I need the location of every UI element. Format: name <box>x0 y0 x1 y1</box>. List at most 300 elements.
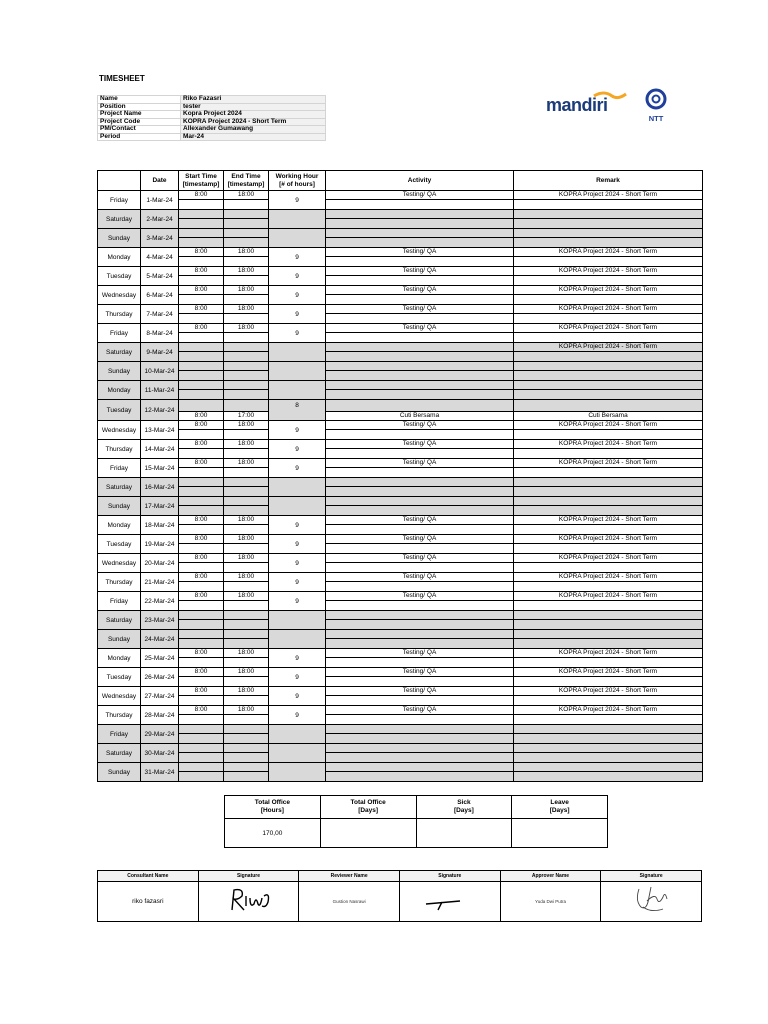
date-cell: 27-Mar-24 <box>141 687 179 706</box>
info-label: Period <box>98 133 181 141</box>
activity-cell <box>326 630 514 649</box>
day-cell: Saturday <box>98 611 141 630</box>
header-end-time: End Time [timestamp] <box>224 171 269 191</box>
day-cell: Friday <box>98 459 141 478</box>
end-time-cell: 18:00 <box>224 267 269 286</box>
end-time-cell: 18:00 <box>224 554 269 573</box>
working-hour-cell <box>269 362 326 381</box>
date-cell: 9-Mar-24 <box>141 343 179 362</box>
approver-signature <box>601 882 702 922</box>
working-hour-cell: 9 <box>269 668 326 687</box>
day-cell: Sunday <box>98 763 141 782</box>
end-time-cell <box>224 362 269 381</box>
info-label: Project Code <box>98 118 181 126</box>
working-hour-cell <box>269 744 326 763</box>
header-day <box>98 171 141 191</box>
activity-cell <box>326 611 514 630</box>
activity-cell <box>326 744 514 763</box>
start-time-cell <box>179 362 224 381</box>
date-cell: 15-Mar-24 <box>141 459 179 478</box>
activity-cell: Testing/ QA <box>326 573 514 592</box>
remark-cell: KOPRA Project 2024 - Short Term <box>514 324 703 343</box>
start-time-cell <box>179 630 224 649</box>
end-time-cell: 18:00 <box>224 459 269 478</box>
activity-cell: Testing/ QA <box>326 706 514 725</box>
timesheet-row <box>98 573 703 592</box>
start-time-cell <box>179 478 224 497</box>
total-office-days-value <box>320 819 416 848</box>
working-hour-cell <box>269 763 326 782</box>
leave-days-value <box>512 819 608 848</box>
day-cell: Tuesday <box>98 668 141 687</box>
start-time-cell <box>179 229 224 248</box>
remark-cell: KOPRA Project 2024 - Short Term <box>514 286 703 305</box>
activity-cell: Testing/ QA <box>326 535 514 554</box>
date-cell: 3-Mar-24 <box>141 229 179 248</box>
timesheet-row <box>98 630 703 649</box>
start-time-cell <box>179 744 224 763</box>
end-time-cell: 18:00 <box>224 649 269 668</box>
activity-cell <box>326 229 514 248</box>
timesheet-row <box>98 191 703 210</box>
activity-cell <box>326 478 514 497</box>
date-cell: 21-Mar-24 <box>141 573 179 592</box>
remark-cell: KOPRA Project 2024 - Short Term <box>514 191 703 210</box>
date-cell: 17-Mar-24 <box>141 497 179 516</box>
signature-table <box>97 870 702 922</box>
totals-table <box>224 795 608 848</box>
info-label: Project Name <box>98 111 181 119</box>
timesheet-row <box>98 459 703 478</box>
day-cell: Tuesday <box>98 535 141 554</box>
timesheet-row <box>98 324 703 343</box>
info-row <box>98 111 326 119</box>
activity-cell <box>326 210 514 229</box>
date-cell: 23-Mar-24 <box>141 611 179 630</box>
remark-cell <box>514 478 703 497</box>
date-cell: 25-Mar-24 <box>141 649 179 668</box>
end-time-cell: 18:00 <box>224 516 269 535</box>
start-time-cell <box>179 497 224 516</box>
start-time-cell: 8:00 <box>179 248 224 267</box>
remark-cell: KOPRA Project 2024 - Short Term <box>514 267 703 286</box>
day-cell: Monday <box>98 516 141 535</box>
date-cell: 19-Mar-24 <box>141 535 179 554</box>
timesheet-row <box>98 649 703 668</box>
activity-cell: Testing/ QA <box>326 421 514 440</box>
remark-cell: KOPRA Project 2024 - Short Term <box>514 440 703 459</box>
working-hour-cell <box>269 611 326 630</box>
reviewer-signature <box>399 882 500 922</box>
info-value: tester <box>181 103 326 111</box>
start-time-cell: 8:00 <box>179 687 224 706</box>
end-time-cell: 18:00 <box>224 305 269 324</box>
working-hour-cell <box>269 343 326 362</box>
end-time-cell <box>224 343 269 362</box>
end-time-cell <box>224 744 269 763</box>
header-remark: Remark <box>514 171 703 191</box>
remark-cell <box>514 229 703 248</box>
remark-cell <box>514 611 703 630</box>
timesheet-row <box>98 497 703 516</box>
day-cell: Thursday <box>98 305 141 324</box>
timesheet-row <box>98 725 703 744</box>
date-cell: 31-Mar-24 <box>141 763 179 782</box>
day-cell: Friday <box>98 725 141 744</box>
remark-cell: KOPRA Project 2024 - Short Term <box>514 592 703 611</box>
timesheet-row <box>98 668 703 687</box>
start-time-cell: 8:00 <box>179 573 224 592</box>
start-time-cell: 8:00 <box>179 649 224 668</box>
start-time-cell: 8:00 <box>179 459 224 478</box>
activity-cell: Testing/ QA <box>326 440 514 459</box>
start-time-cell: 8:00 <box>179 324 224 343</box>
start-time-cell: 8:00 <box>179 668 224 687</box>
date-cell: 13-Mar-24 <box>141 421 179 440</box>
date-cell: 6-Mar-24 <box>141 286 179 305</box>
start-time-cell <box>179 343 224 362</box>
working-hour-cell: 9 <box>269 706 326 725</box>
remark-cell <box>514 725 703 744</box>
consultant-signature-image <box>218 884 278 914</box>
working-hour-cell: 9 <box>269 305 326 324</box>
day-cell: Thursday <box>98 440 141 459</box>
working-hour-cell <box>269 497 326 516</box>
activity-cell <box>326 497 514 516</box>
timesheet-row <box>98 478 703 497</box>
sick-days-value <box>416 819 512 848</box>
info-row <box>98 96 326 104</box>
activity-cell: Testing/ QA <box>326 286 514 305</box>
date-cell: 29-Mar-24 <box>141 725 179 744</box>
working-hour-cell: 9 <box>269 649 326 668</box>
day-cell: Saturday <box>98 210 141 229</box>
day-cell: Wednesday <box>98 687 141 706</box>
activity-cell: Testing/ QA <box>326 324 514 343</box>
start-time-cell: 8:00 <box>179 421 224 440</box>
working-hour-cell <box>269 630 326 649</box>
ntt-globe-icon <box>640 88 672 110</box>
remark-cell <box>514 381 703 400</box>
remark-cell <box>514 630 703 649</box>
end-time-cell <box>224 725 269 744</box>
approver-signature-header: Signature <box>601 871 702 882</box>
end-time-cell: 17:00 <box>224 400 269 421</box>
working-hour-cell: 9 <box>269 267 326 286</box>
start-time-cell: 8:00 <box>179 267 224 286</box>
day-cell: Wednesday <box>98 421 141 440</box>
end-time-cell <box>224 381 269 400</box>
working-hour-cell: 9 <box>269 573 326 592</box>
end-time-cell: 18:00 <box>224 706 269 725</box>
timesheet-row <box>98 440 703 459</box>
end-time-cell <box>224 229 269 248</box>
working-hour-cell: 9 <box>269 248 326 267</box>
header-working-hour: Working Hour [# of hours] <box>269 171 326 191</box>
remark-cell: KOPRA Project 2024 - Short Term <box>514 516 703 535</box>
timesheet-row <box>98 210 703 229</box>
end-time-cell: 18:00 <box>224 440 269 459</box>
start-time-cell: 8:00 <box>179 592 224 611</box>
timesheet-table <box>97 170 703 782</box>
date-cell: 8-Mar-24 <box>141 324 179 343</box>
end-time-cell: 18:00 <box>224 248 269 267</box>
info-value: Mar-24 <box>181 133 326 141</box>
end-time-cell: 18:00 <box>224 191 269 210</box>
date-cell: 14-Mar-24 <box>141 440 179 459</box>
end-time-cell: 18:00 <box>224 324 269 343</box>
remark-cell: KOPRA Project 2024 - Short Term <box>514 248 703 267</box>
activity-cell: Testing/ QA <box>326 267 514 286</box>
start-time-cell <box>179 611 224 630</box>
timesheet-row <box>98 267 703 286</box>
day-cell: Friday <box>98 324 141 343</box>
activity-cell: Testing/ QA <box>326 668 514 687</box>
date-cell: 22-Mar-24 <box>141 592 179 611</box>
remark-cell: KOPRA Project 2024 - Short Term <box>514 535 703 554</box>
date-cell: 20-Mar-24 <box>141 554 179 573</box>
day-cell: Saturday <box>98 478 141 497</box>
start-time-cell: 8:00 <box>179 554 224 573</box>
activity-cell: Testing/ QA <box>326 191 514 210</box>
working-hour-cell <box>269 725 326 744</box>
day-cell: Friday <box>98 592 141 611</box>
date-cell: 30-Mar-24 <box>141 744 179 763</box>
total-office-days-header: Total Office [Days] <box>320 796 416 819</box>
timesheet-row <box>98 305 703 324</box>
date-cell: 1-Mar-24 <box>141 191 179 210</box>
ntt-wordmark: NTT <box>648 114 664 123</box>
leave-days-header: Leave [Days] <box>512 796 608 819</box>
header-date: Date <box>141 171 179 191</box>
timesheet-row <box>98 592 703 611</box>
reviewer-signature-image <box>420 884 480 914</box>
day-cell: Friday <box>98 191 141 210</box>
total-office-hours-value: 170,00 <box>225 819 321 848</box>
timesheet-row <box>98 535 703 554</box>
day-cell: Tuesday <box>98 400 141 421</box>
remark-cell: KOPRA Project 2024 - Short Term <box>514 305 703 324</box>
reviewer-name-header: Reviewer Name <box>299 871 400 882</box>
date-cell: 7-Mar-24 <box>141 305 179 324</box>
info-value: KOPRA Project 2024 - Short Term <box>181 118 326 126</box>
remark-cell: KOPRA Project 2024 - Short Term <box>514 668 703 687</box>
remark-cell: KOPRA Project 2024 - Short Term <box>514 687 703 706</box>
day-cell: Monday <box>98 248 141 267</box>
working-hour-cell: 9 <box>269 554 326 573</box>
date-cell: 4-Mar-24 <box>141 248 179 267</box>
remark-cell <box>514 362 703 381</box>
date-cell: 28-Mar-24 <box>141 706 179 725</box>
timesheet-row <box>98 687 703 706</box>
activity-cell: Testing/ QA <box>326 305 514 324</box>
start-time-cell: 8:00 <box>179 305 224 324</box>
working-hour-cell <box>269 478 326 497</box>
day-cell: Tuesday <box>98 267 141 286</box>
date-cell: 11-Mar-24 <box>141 381 179 400</box>
start-time-cell: 8:00 <box>179 400 224 421</box>
start-time-cell <box>179 381 224 400</box>
day-cell: Sunday <box>98 630 141 649</box>
info-row <box>98 126 326 134</box>
day-cell: Wednesday <box>98 554 141 573</box>
consultant-name: riko fazasri <box>98 882 199 922</box>
day-cell: Thursday <box>98 573 141 592</box>
working-hour-cell: 9 <box>269 516 326 535</box>
timesheet-row <box>98 362 703 381</box>
day-cell: Monday <box>98 381 141 400</box>
reviewer-name: Gustion Nasrawi <box>299 882 400 922</box>
timesheet-row <box>98 381 703 400</box>
date-cell: 10-Mar-24 <box>141 362 179 381</box>
day-cell: Saturday <box>98 744 141 763</box>
date-cell: 12-Mar-24 <box>141 400 179 421</box>
end-time-cell <box>224 497 269 516</box>
end-time-cell: 18:00 <box>224 421 269 440</box>
end-time-cell <box>224 478 269 497</box>
working-hour-cell: 9 <box>269 440 326 459</box>
timesheet-row <box>98 516 703 535</box>
date-cell: 18-Mar-24 <box>141 516 179 535</box>
working-hour-cell <box>269 381 326 400</box>
activity-cell: Testing/ QA <box>326 516 514 535</box>
working-hour-cell: 9 <box>269 286 326 305</box>
working-hour-cell: 9 <box>269 592 326 611</box>
sick-days-header: Sick [Days] <box>416 796 512 819</box>
working-hour-cell: 9 <box>269 421 326 440</box>
activity-cell: Cuti Bersama <box>326 400 514 421</box>
day-cell: Thursday <box>98 706 141 725</box>
start-time-cell: 8:00 <box>179 535 224 554</box>
info-value: Allexander Gumawang <box>181 126 326 134</box>
info-value: Riko Fazasri <box>181 96 326 104</box>
reviewer-signature-header: Signature <box>399 871 500 882</box>
activity-cell: Testing/ QA <box>326 592 514 611</box>
end-time-cell: 18:00 <box>224 592 269 611</box>
timesheet-row <box>98 706 703 725</box>
start-time-cell <box>179 763 224 782</box>
activity-cell: Testing/ QA <box>326 649 514 668</box>
mandiri-wordmark: mandiri <box>546 95 608 115</box>
start-time-cell: 8:00 <box>179 440 224 459</box>
day-cell: Wednesday <box>98 286 141 305</box>
consultant-signature <box>198 882 299 922</box>
remark-cell: Cuti Bersama <box>514 400 703 421</box>
info-row <box>98 133 326 141</box>
end-time-cell: 18:00 <box>224 286 269 305</box>
remark-cell: KOPRA Project 2024 - Short Term <box>514 421 703 440</box>
approver-signature-image <box>621 883 681 915</box>
remark-cell: KOPRA Project 2024 - Short Term <box>514 343 703 362</box>
timesheet-row <box>98 554 703 573</box>
header-start-time: Start Time [timestamp] <box>179 171 224 191</box>
info-value: Kopra Project 2024 <box>181 111 326 119</box>
timesheet-row <box>98 611 703 630</box>
timesheet-row <box>98 400 703 421</box>
activity-cell <box>326 362 514 381</box>
activity-cell: Testing/ QA <box>326 248 514 267</box>
end-time-cell <box>224 630 269 649</box>
date-cell: 5-Mar-24 <box>141 267 179 286</box>
working-hour-cell: 9 <box>269 687 326 706</box>
date-cell: 16-Mar-24 <box>141 478 179 497</box>
activity-cell <box>326 763 514 782</box>
activity-cell <box>326 343 514 362</box>
day-cell: Sunday <box>98 362 141 381</box>
info-label: Name <box>98 96 181 104</box>
remark-cell: KOPRA Project 2024 - Short Term <box>514 459 703 478</box>
activity-cell: Testing/ QA <box>326 687 514 706</box>
approver-name-header: Approver Name <box>500 871 601 882</box>
start-time-cell: 8:00 <box>179 706 224 725</box>
end-time-cell: 18:00 <box>224 535 269 554</box>
start-time-cell: 8:00 <box>179 516 224 535</box>
remark-cell: KOPRA Project 2024 - Short Term <box>514 706 703 725</box>
start-time-cell <box>179 725 224 744</box>
end-time-cell <box>224 611 269 630</box>
timesheet-row <box>98 248 703 267</box>
remark-cell <box>514 744 703 763</box>
timesheet-row <box>98 229 703 248</box>
timesheet-row <box>98 421 703 440</box>
end-time-cell: 18:00 <box>224 687 269 706</box>
end-time-cell: 18:00 <box>224 668 269 687</box>
start-time-cell: 8:00 <box>179 191 224 210</box>
working-hour-cell: 8 <box>269 400 326 421</box>
info-label: PM/Contact <box>98 126 181 134</box>
remark-cell <box>514 763 703 782</box>
activity-cell <box>326 381 514 400</box>
working-hour-cell: 9 <box>269 324 326 343</box>
ntt-logo <box>640 88 672 122</box>
remark-cell: KOPRA Project 2024 - Short Term <box>514 554 703 573</box>
day-cell: Sunday <box>98 229 141 248</box>
approver-name: Yuda Dwi Putra <box>500 882 601 922</box>
working-hour-cell <box>269 229 326 248</box>
day-cell: Sunday <box>98 497 141 516</box>
working-hour-cell: 9 <box>269 191 326 210</box>
day-cell: Monday <box>98 649 141 668</box>
working-hour-cell: 9 <box>269 459 326 478</box>
activity-cell: Testing/ QA <box>326 554 514 573</box>
end-time-cell <box>224 763 269 782</box>
remark-cell: KOPRA Project 2024 - Short Term <box>514 573 703 592</box>
timesheet-row <box>98 286 703 305</box>
date-cell: 2-Mar-24 <box>141 210 179 229</box>
mandiri-wave-icon <box>546 90 636 120</box>
timesheet-row <box>98 744 703 763</box>
end-time-cell <box>224 210 269 229</box>
activity-cell: Testing/ QA <box>326 459 514 478</box>
start-time-cell <box>179 210 224 229</box>
consultant-signature-header: Signature <box>198 871 299 882</box>
employee-info-table <box>97 95 326 141</box>
remark-cell: KOPRA Project 2024 - Short Term <box>514 649 703 668</box>
consultant-name-header: Consultant Name <box>98 871 199 882</box>
working-hour-cell <box>269 210 326 229</box>
timesheet-row <box>98 343 703 362</box>
working-hour-cell: 9 <box>269 535 326 554</box>
remark-cell <box>514 210 703 229</box>
date-cell: 26-Mar-24 <box>141 668 179 687</box>
date-cell: 24-Mar-24 <box>141 630 179 649</box>
remark-cell <box>514 497 703 516</box>
header-activity: Activity <box>326 171 514 191</box>
timesheet-row <box>98 763 703 782</box>
total-office-hours-header: Total Office [Hours] <box>225 796 321 819</box>
document-title: TIMESHEET <box>99 74 145 83</box>
mandiri-logo <box>546 90 636 120</box>
